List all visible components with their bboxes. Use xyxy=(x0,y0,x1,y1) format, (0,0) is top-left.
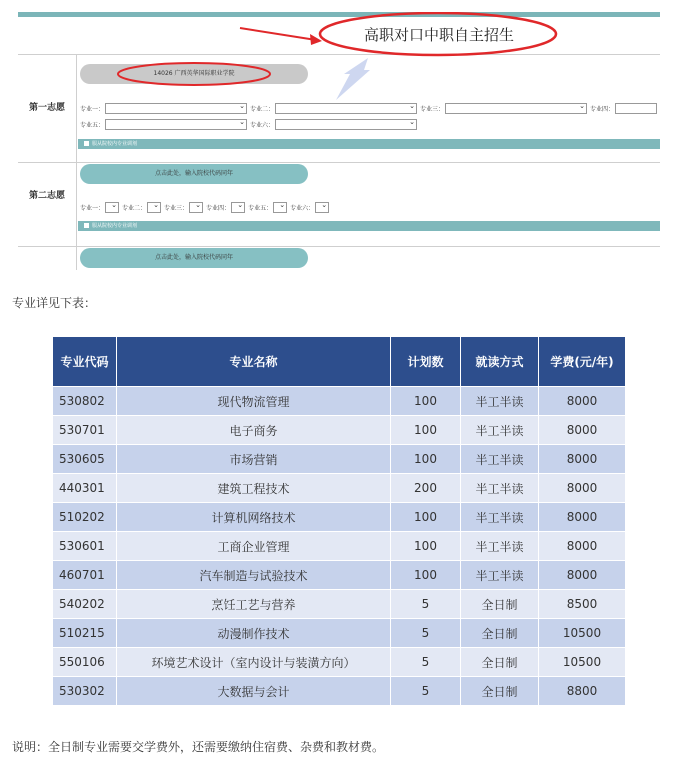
header-name: 专业名称 xyxy=(117,337,391,387)
chevron-down-icon: ⌄ xyxy=(237,201,244,209)
cell-name: 烹饪工艺与营养 xyxy=(117,590,391,619)
cell-plan: 5 xyxy=(391,648,461,677)
chevron-down-icon: ⌄ xyxy=(195,201,202,209)
chevron-down-icon: ⌄ xyxy=(153,201,160,209)
checkbox-label: 服从院校内专业调剂 xyxy=(92,141,138,147)
cell-name: 电子商务 xyxy=(117,416,391,445)
table-row xyxy=(53,387,626,416)
cell-plan: 100 xyxy=(391,387,461,416)
cell-code: 530302 xyxy=(53,677,117,706)
cell-code: 440301 xyxy=(53,474,117,503)
chevron-down-icon: ⌄ xyxy=(239,118,246,126)
cell-fee: 8000 xyxy=(539,532,626,561)
header-code: 专业代码 xyxy=(53,337,117,387)
cell-fee: 8800 xyxy=(539,677,626,706)
header-plan: 计划数 xyxy=(391,337,461,387)
cell-code: 460701 xyxy=(53,561,117,590)
cell-code: 510215 xyxy=(53,619,117,648)
callout-text: 高职对口中职自主招生 xyxy=(364,26,515,44)
cell-name: 动漫制作技术 xyxy=(117,619,391,648)
cell-name: 市场营销 xyxy=(117,445,391,474)
cell-code: 530802 xyxy=(53,387,117,416)
table-header-row xyxy=(53,337,626,387)
cell-mode: 半工半读 xyxy=(461,416,539,445)
cell-fee: 8500 xyxy=(539,590,626,619)
table-row xyxy=(53,648,626,677)
table-row xyxy=(53,445,626,474)
major-label: 专业二： xyxy=(122,205,147,212)
cell-code: 530605 xyxy=(53,445,117,474)
cell-plan: 100 xyxy=(391,503,461,532)
cell-code: 530601 xyxy=(53,532,117,561)
cell-code: 550106 xyxy=(53,648,117,677)
cell-mode: 全日制 xyxy=(461,677,539,706)
note-text: 说明：全日制专业需要交学费外，还需要缴纳住宿费、杂费和教材费。 xyxy=(12,740,385,754)
table-row xyxy=(53,677,626,706)
cell-fee: 10500 xyxy=(539,619,626,648)
major-label: 专业三： xyxy=(164,205,189,212)
cell-code: 510202 xyxy=(53,503,117,532)
choice1-school-button[interactable]: 14026 广西英华国际职业学院 xyxy=(80,64,308,84)
cell-mode: 全日制 xyxy=(461,619,539,648)
school-highlight-ellipse xyxy=(118,63,270,85)
cell-name: 现代物流管理 xyxy=(117,387,391,416)
table-row xyxy=(53,474,626,503)
cell-plan: 100 xyxy=(391,532,461,561)
major-label: 专业六： xyxy=(250,122,275,129)
cell-fee: 8000 xyxy=(539,474,626,503)
cell-mode: 半工半读 xyxy=(461,561,539,590)
table-row xyxy=(53,590,626,619)
choice2-label: 第二志愿 xyxy=(28,191,65,201)
table-row xyxy=(53,561,626,590)
cell-plan: 5 xyxy=(391,677,461,706)
cell-fee: 8000 xyxy=(539,503,626,532)
cell-fee: 8000 xyxy=(539,387,626,416)
cell-mode: 半工半读 xyxy=(461,503,539,532)
header-mode: 就读方式 xyxy=(461,337,539,387)
cell-fee: 8000 xyxy=(539,445,626,474)
table-row xyxy=(53,619,626,648)
major-label: 专业二： xyxy=(250,106,275,113)
cell-plan: 5 xyxy=(391,590,461,619)
cell-mode: 半工半读 xyxy=(461,387,539,416)
chevron-down-icon: ⌄ xyxy=(239,102,246,110)
cell-fee: 10500 xyxy=(539,648,626,677)
cell-name: 环境艺术设计（室内设计与装潢方向） xyxy=(117,648,391,677)
application-form-screenshot xyxy=(18,12,660,270)
cell-plan: 100 xyxy=(391,445,461,474)
chevron-down-icon: ⌄ xyxy=(111,201,118,209)
cell-mode: 半工半读 xyxy=(461,445,539,474)
major-label: 专业三： xyxy=(420,106,445,113)
intro-text: 专业详见下表： xyxy=(12,296,97,310)
major-label: 专业一： xyxy=(80,205,105,212)
chevron-down-icon: ⌄ xyxy=(409,118,416,126)
checkbox-label: 服从院校内专业调剂 xyxy=(92,223,138,229)
major-label: 专业六： xyxy=(290,205,315,212)
header-fee: 学费(元/年) xyxy=(539,337,626,387)
table-row xyxy=(53,416,626,445)
major-label: 专业一： xyxy=(80,106,105,113)
cell-plan: 200 xyxy=(391,474,461,503)
blue-arrow xyxy=(336,58,370,100)
cell-mode: 全日制 xyxy=(461,590,539,619)
cell-plan: 5 xyxy=(391,619,461,648)
major-label: 专业五： xyxy=(248,205,273,212)
cell-name: 大数据与会计 xyxy=(117,677,391,706)
table-row xyxy=(53,503,626,532)
cell-plan: 100 xyxy=(391,416,461,445)
cell-code: 540202 xyxy=(53,590,117,619)
choice1-label: 第一志愿 xyxy=(28,103,65,113)
major-label: 专业四： xyxy=(590,106,615,113)
cell-plan: 100 xyxy=(391,561,461,590)
table-row xyxy=(53,532,626,561)
cell-code: 530701 xyxy=(53,416,117,445)
choice2-school-button[interactable]: 点击此处，输入院校代码同年 xyxy=(80,164,308,184)
chevron-down-icon: ⌄ xyxy=(579,102,586,110)
cell-fee: 8000 xyxy=(539,416,626,445)
major-table xyxy=(52,336,626,706)
cell-name: 工商企业管理 xyxy=(117,532,391,561)
chevron-down-icon: ⌄ xyxy=(279,201,286,209)
annotation-overlay xyxy=(18,12,660,270)
cell-mode: 半工半读 xyxy=(461,474,539,503)
cell-name: 建筑工程技术 xyxy=(117,474,391,503)
cell-mode: 全日制 xyxy=(461,648,539,677)
cell-name: 计算机网络技术 xyxy=(117,503,391,532)
chevron-down-icon: ⌄ xyxy=(409,102,416,110)
red-arrow-line xyxy=(240,28,316,40)
major-label: 专业五： xyxy=(80,122,105,129)
cell-fee: 8000 xyxy=(539,561,626,590)
choice3-school-button[interactable]: 点击此处，输入院校代码同年 xyxy=(80,248,308,268)
chevron-down-icon: ⌄ xyxy=(321,201,328,209)
cell-name: 汽车制造与试验技术 xyxy=(117,561,391,590)
cell-mode: 半工半读 xyxy=(461,532,539,561)
major-label: 专业四： xyxy=(206,205,231,212)
